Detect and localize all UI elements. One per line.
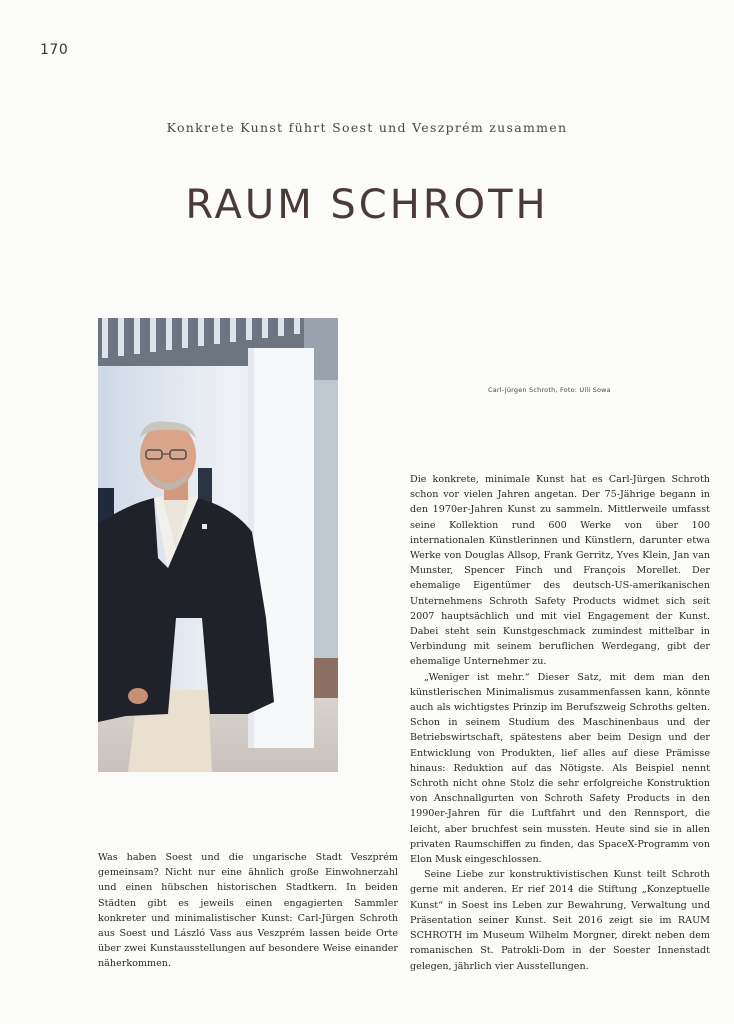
- article-kicker: Konkrete Kunst führt Soest und Veszprém zusammen: [166, 120, 568, 135]
- page-number: 170: [40, 42, 69, 58]
- body-paragraph: Seine Liebe zur konstruktivistischen Kunst teilt Schroth gerne mit anderen. Er rief 2014 die Stiftung „Konzeptuelle Kunst“ in Soest ins Leben zur Bewahrung, Verwaltung und Präsentation seiner Kunst. Seit 2016 zeigt sie im RAUM SCHROTH im Museum Wilhelm Morgner, direkt neben dem romanischen St. Patrokli-Dom in der Soester Innenstadt gelegen, jährlich vier Ausstellungen.: [410, 869, 710, 972]
- intro-column: [98, 850, 398, 972]
- article-body: [410, 472, 710, 974]
- body-paragraph: „Weniger ist mehr.“ Dieser Satz, mit dem man den künstlerischen Minimalismus zusammenfassen kann, könnte auch als wichtigstes Prinzip im Berufszweig Schroths gelten. Schon in seinem Studium des Maschinenbaus und der Betriebswirtschaft, spätestens aber beim Design und der Entwicklung von Produkten, lief alles auf diese Prämisse hinaus: Reduktion auf das Nötigste. Als Beispiel nennt Schroth nicht ohne Stolz die sehr erfolgreiche Konstruktion von Anschnallgurten von Schroth Safety Products in den 1990er-Jahren für die Luftfahrt und den Rennsport, die leicht, aber bruchfest sein mussten. Heute sind sie in allen privaten Raumschiffen zu finden, das SpaceX-Programm von Elon Musk eingeschlossen.: [410, 671, 710, 866]
- article-title: RAUM SCHROTH: [185, 182, 549, 228]
- photo-caption: Carl-Jürgen Schroth, Foto: Ulli Sowa: [488, 386, 611, 394]
- intro-paragraph: Was haben Soest und die ungarische Stadt Veszprém gemeinsam? Nicht nur eine ähnlich große Einwohnerzahl und einen hübschen historischen Stadtkern. In beiden Städten gibt es jeweils einen engagierten Sammler konkreter und minimalistischer Kunst: Carl-Jürgen Schroth aus Soest und László Vass aus Veszprém lassen beide Orte über zwei Kunstausstellungen auf besondere Weise einander näherkommen.: [98, 852, 398, 970]
- portrait-photo: [98, 318, 338, 772]
- body-paragraph: Die konkrete, minimale Kunst hat es Carl-Jürgen Schroth schon vor vielen Jahren angetan. Der 75-Jährige begann in den 1970er-Jahren Kunst zu sammeln. Mittlerweile umfasst seine Kollektion rund 600 Werke von über 100 internationalen Künstlerinnen und Künstlern, darunter etwa Werke von Douglas Allsop, Frank Gerritz, Yves Klein, Jan van Munster, Spencer Finch und François Morellet. Der ehemalige Eigentümer des deutsch-US-amerikanischen Unternehmens Schroth Safety Products widmet sich seit 2007 hauptsächlich und mit viel Engagement der Kunst. Dabei steht sein Kunstgeschmack zumindest mittelbar in Verbindung mit seinem beruflichen Werdegang, gibt der ehemalige Unternehmer zu.: [410, 474, 710, 668]
